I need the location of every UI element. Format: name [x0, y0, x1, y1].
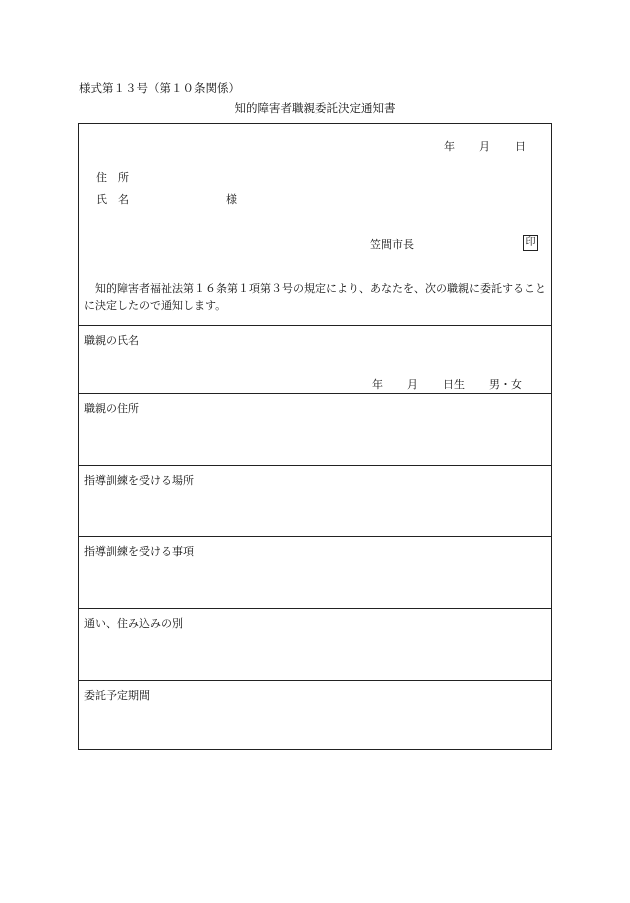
birth-month-label: 月	[407, 378, 418, 391]
foster-address-row	[79, 393, 551, 465]
residence-type-row	[79, 608, 551, 680]
training-items-label: 指導訓練を受ける事項	[84, 545, 194, 558]
sex-selection: 男・女	[489, 378, 522, 391]
training-place-row	[79, 465, 551, 536]
notice-body-text: 知的障害者福祉法第１６条第１項第３号の規定により、あなたを、次の職親に委託することに決定したので通知します。	[84, 282, 546, 312]
date-day-label: 日	[515, 140, 526, 153]
residence-type-label: 通い、住み込みの別	[84, 617, 183, 630]
birth-year-label: 年	[372, 378, 383, 391]
issuer-label: 笠間市長	[370, 238, 414, 251]
honorific-label: 様	[226, 193, 237, 206]
foster-name-label: 職親の氏名	[84, 334, 139, 347]
recipient-address-label: 住 所	[96, 171, 129, 184]
training-items-row	[79, 536, 551, 608]
foster-name-row	[79, 325, 551, 393]
date-month-label: 月	[479, 140, 490, 153]
training-place-label: 指導訓練を受ける場所	[84, 474, 194, 487]
period-label: 委託予定期間	[84, 689, 150, 702]
foster-address-label: 職親の住所	[84, 402, 139, 415]
notice-form	[78, 123, 552, 750]
date-year-label: 年	[444, 140, 455, 153]
document-title: 知的障害者職親委託決定通知書	[234, 101, 396, 115]
birth-day-label: 日生	[443, 378, 465, 391]
period-row	[79, 680, 551, 749]
seal-mark: 印	[523, 235, 538, 251]
form-number: 様式第１３号（第１０条関係）	[79, 81, 240, 95]
recipient-name-label: 氏 名	[96, 193, 129, 206]
